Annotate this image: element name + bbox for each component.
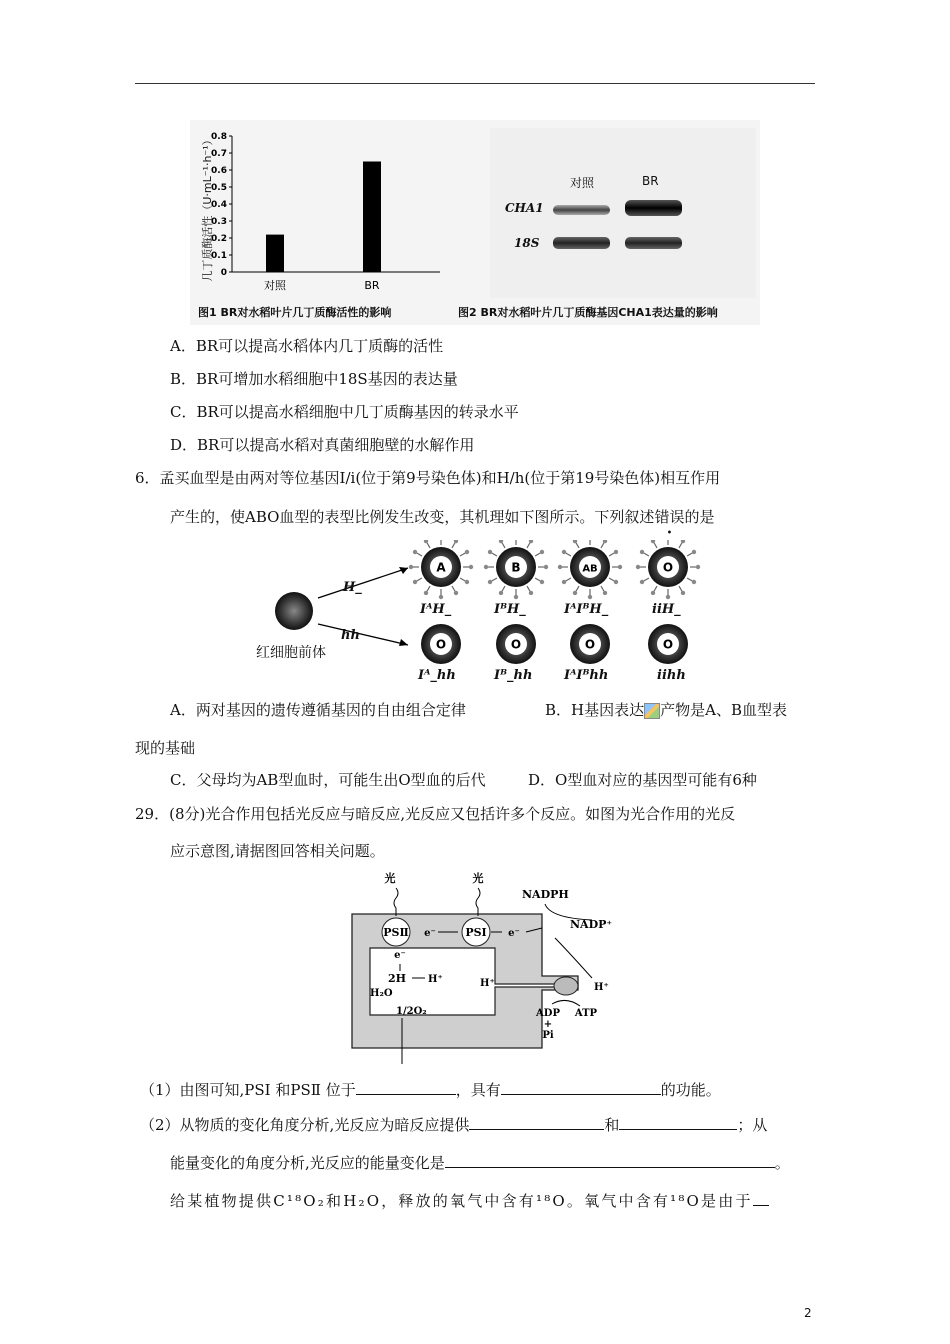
q6-stem-text: 产生的，使ABO血型的表型比例发生改变，其机理如下图所示。下列叙述	[170, 508, 655, 526]
answer-blank-3[interactable]	[469, 1115, 604, 1130]
arrow-hh-head	[399, 639, 408, 646]
y-tick-label: 0.3	[211, 217, 227, 227]
header-rule	[135, 83, 815, 84]
y-tick-label: 0.5	[211, 183, 227, 193]
atp-synthesis-arrow	[552, 1000, 580, 1006]
genotype-top-4: iiH_	[652, 602, 681, 617]
plus-label: +	[543, 1019, 553, 1030]
q5-option-d: D．BR可以提高水稻对真菌细胞壁的水解作用	[170, 436, 475, 454]
cell-top-3	[558, 540, 622, 599]
bar-2	[363, 162, 381, 273]
two-h-label: 2H	[388, 972, 407, 985]
precursor-cell	[275, 592, 313, 630]
q29-part2-c: ；从	[737, 1116, 768, 1134]
q29-part3	[170, 1190, 769, 1211]
q6-option-a: A．两对基因的遗传遵循基因的自由组合定律	[170, 701, 466, 719]
q29-part2-cont	[170, 1152, 790, 1173]
svg-text:B: B	[511, 560, 521, 575]
arrow-h-line	[318, 568, 408, 598]
arrow-label-h: H_	[343, 580, 362, 595]
gel-band-18s-br	[625, 237, 682, 249]
q6-option-c: C．父母均为AB型血时，可能生出O型血的后代	[170, 771, 486, 789]
cell-top-1	[409, 540, 473, 599]
svg-text:AB: AB	[582, 563, 598, 575]
answer-blank-2[interactable]	[501, 1080, 661, 1095]
light-reaction-diagram	[330, 868, 630, 1068]
genotype-top-1: IᴬH_	[420, 602, 452, 617]
q6-stem-line1: 6．孟买血型是由两对等位基因I/i(位于第9号染色体)和H/h(位于第19号染色体)相互作用	[135, 469, 721, 487]
bar-1	[266, 235, 284, 272]
genotype-bottom-4: iihh	[657, 668, 686, 683]
genotype-top-2: IᴮH_	[494, 602, 526, 617]
q29-part2-a: （2）从物质的变化角度分析,光反应为暗反应提供	[140, 1116, 470, 1134]
genotype-top-3: IᴬIᴮH_	[564, 602, 609, 617]
y-tick-label: 0	[220, 268, 227, 278]
y-tick-label: 0.2	[211, 234, 227, 244]
q29-stem-line1: 29．(8分)光合作用包括光反应与暗反应,光反应又包括许多个反应。如图为光合作用的光反	[135, 805, 736, 823]
bar-chart-fig1	[190, 120, 460, 325]
light-label-1: 光	[384, 872, 396, 885]
broken-image-icon	[644, 703, 660, 719]
light-squiggle-1	[394, 888, 398, 916]
q29-part2-b: 和	[604, 1116, 620, 1134]
h2o-label: H₂O	[370, 988, 393, 999]
genotype-bottom-2: Iᴮ_hh	[494, 668, 533, 683]
q29-part1-b: ，具有	[455, 1081, 501, 1099]
nadp-label: NADP⁺	[570, 918, 613, 931]
h-to-nadp-arrow	[555, 938, 592, 978]
svg-text:O: O	[662, 637, 674, 652]
psi-label: PSⅠ	[465, 926, 487, 939]
gel-row-cha1: CHA1	[505, 201, 544, 215]
q6-option-d: D．O型血对应的基因型可能有6种	[528, 771, 757, 789]
gel-band-18s-control	[553, 237, 610, 249]
genotype-bottom-1: Iᴬ_hh	[418, 668, 456, 683]
q29-part2-energy: 能量变化的角度分析,光反应的能量变化是	[170, 1154, 445, 1172]
cell-bottom-1	[421, 624, 461, 664]
q5-option-b: B．BR可增加水稻细胞中18S基因的表达量	[170, 370, 458, 388]
x-tick-label: BR	[364, 279, 380, 292]
psii-label: PSⅡ	[383, 926, 409, 939]
q29-part3-text: 给某植物提供C¹⁸O₂和H₂O，释放的氧气中含有¹⁸O。氧气中含有¹⁸O是由于	[170, 1192, 753, 1210]
q29-stem-line2: 应示意图,请据图回答相关问题。	[170, 842, 385, 860]
atp-label: ATP	[574, 1008, 598, 1019]
answer-blank-5[interactable]	[445, 1153, 775, 1168]
h-plus-inner-2: H⁺	[480, 978, 495, 989]
arrow-hh-line	[318, 624, 408, 645]
q6-stem-line2	[170, 506, 714, 527]
answer-blank-1[interactable]	[356, 1080, 456, 1095]
fig1-caption: 图1 BR对水稻叶片几丁质酶活性的影响	[198, 306, 392, 319]
q6-emphasis-wrong: 错误	[654, 508, 685, 526]
precursor-label: 红细胞前体	[256, 645, 326, 661]
y-tick-label: 0.6	[211, 166, 227, 176]
cell-bottom-2	[496, 624, 536, 664]
y-tick-label: 0.8	[211, 132, 227, 142]
q29-part1-a: （1）由图可知,PSⅠ 和PSⅡ 位于	[140, 1081, 356, 1099]
svg-text:O: O	[435, 637, 447, 652]
bombay-blood-diagram	[250, 540, 710, 690]
o2-label: 1/2O₂	[396, 1006, 427, 1017]
answer-blank-4[interactable]	[619, 1115, 737, 1130]
q5-option-c: C．BR可以提高水稻细胞中几丁质酶基因的转录水平	[170, 403, 519, 421]
fig1-ylabel: 几丁质酶活性（U·mL⁻¹·h⁻¹）	[201, 134, 214, 282]
adp-label: ADP	[536, 1008, 560, 1019]
pi-label: Pi	[542, 1030, 554, 1041]
electron-3: e⁻	[394, 950, 406, 961]
answer-blank-6[interactable]	[753, 1191, 769, 1206]
q6-option-b	[545, 699, 787, 720]
y-tick-label: 0.1	[211, 251, 227, 261]
cell-bottom-4	[648, 624, 688, 664]
svg-text:O: O	[584, 637, 596, 652]
page-number: 2	[804, 1306, 812, 1320]
atp-synthase	[554, 977, 578, 995]
electron-1: e⁻	[424, 928, 436, 939]
q6-option-b-end: 产物是A、B血型表	[660, 701, 787, 719]
q6-stem-end: 的是	[684, 508, 715, 526]
svg-text:A: A	[436, 560, 446, 575]
cell-top-4	[636, 540, 700, 599]
q29-part1	[140, 1079, 721, 1100]
gel-band-cha1-control	[553, 205, 610, 215]
nadph-label: NADPH	[522, 888, 569, 901]
q5-option-a: A．BR可以提高水稻体内几丁质酶的活性	[170, 337, 444, 355]
q6-option-b-start: B．H基因表达	[545, 701, 645, 719]
gel-band-cha1-br	[625, 200, 682, 216]
electron-2: e⁻	[508, 928, 520, 939]
q6-option-b-cont: 现的基础	[135, 739, 196, 757]
y-tick-label: 0.4	[211, 200, 227, 210]
svg-text:O: O	[510, 637, 522, 652]
q29-part1-c: 的功能。	[660, 1081, 721, 1099]
gel-col-br: BR	[642, 174, 659, 188]
light-squiggle-2	[476, 888, 480, 916]
h-plus-inner-1: H⁺	[428, 974, 443, 985]
q29-part2-end: 。	[774, 1154, 790, 1172]
gel-col-control: 对照	[570, 176, 595, 190]
q29-part2	[140, 1114, 767, 1135]
fig2-caption: 图2 BR对水稻叶片几丁质酶基因CHA1表达量的影响	[458, 306, 718, 319]
svg-text:O: O	[662, 560, 674, 575]
y-tick-label: 0.7	[211, 149, 227, 159]
genotype-bottom-3: IᴬIᴮhh	[564, 668, 609, 683]
cell-top-2	[484, 540, 548, 599]
cell-bottom-3	[570, 624, 610, 664]
light-label-2: 光	[472, 872, 484, 885]
arrow-label-hh: hh	[341, 628, 360, 643]
gel-row-18s: 18S	[514, 236, 540, 250]
h-plus-outer: H⁺	[594, 982, 609, 993]
x-tick-label: 对照	[264, 279, 286, 292]
